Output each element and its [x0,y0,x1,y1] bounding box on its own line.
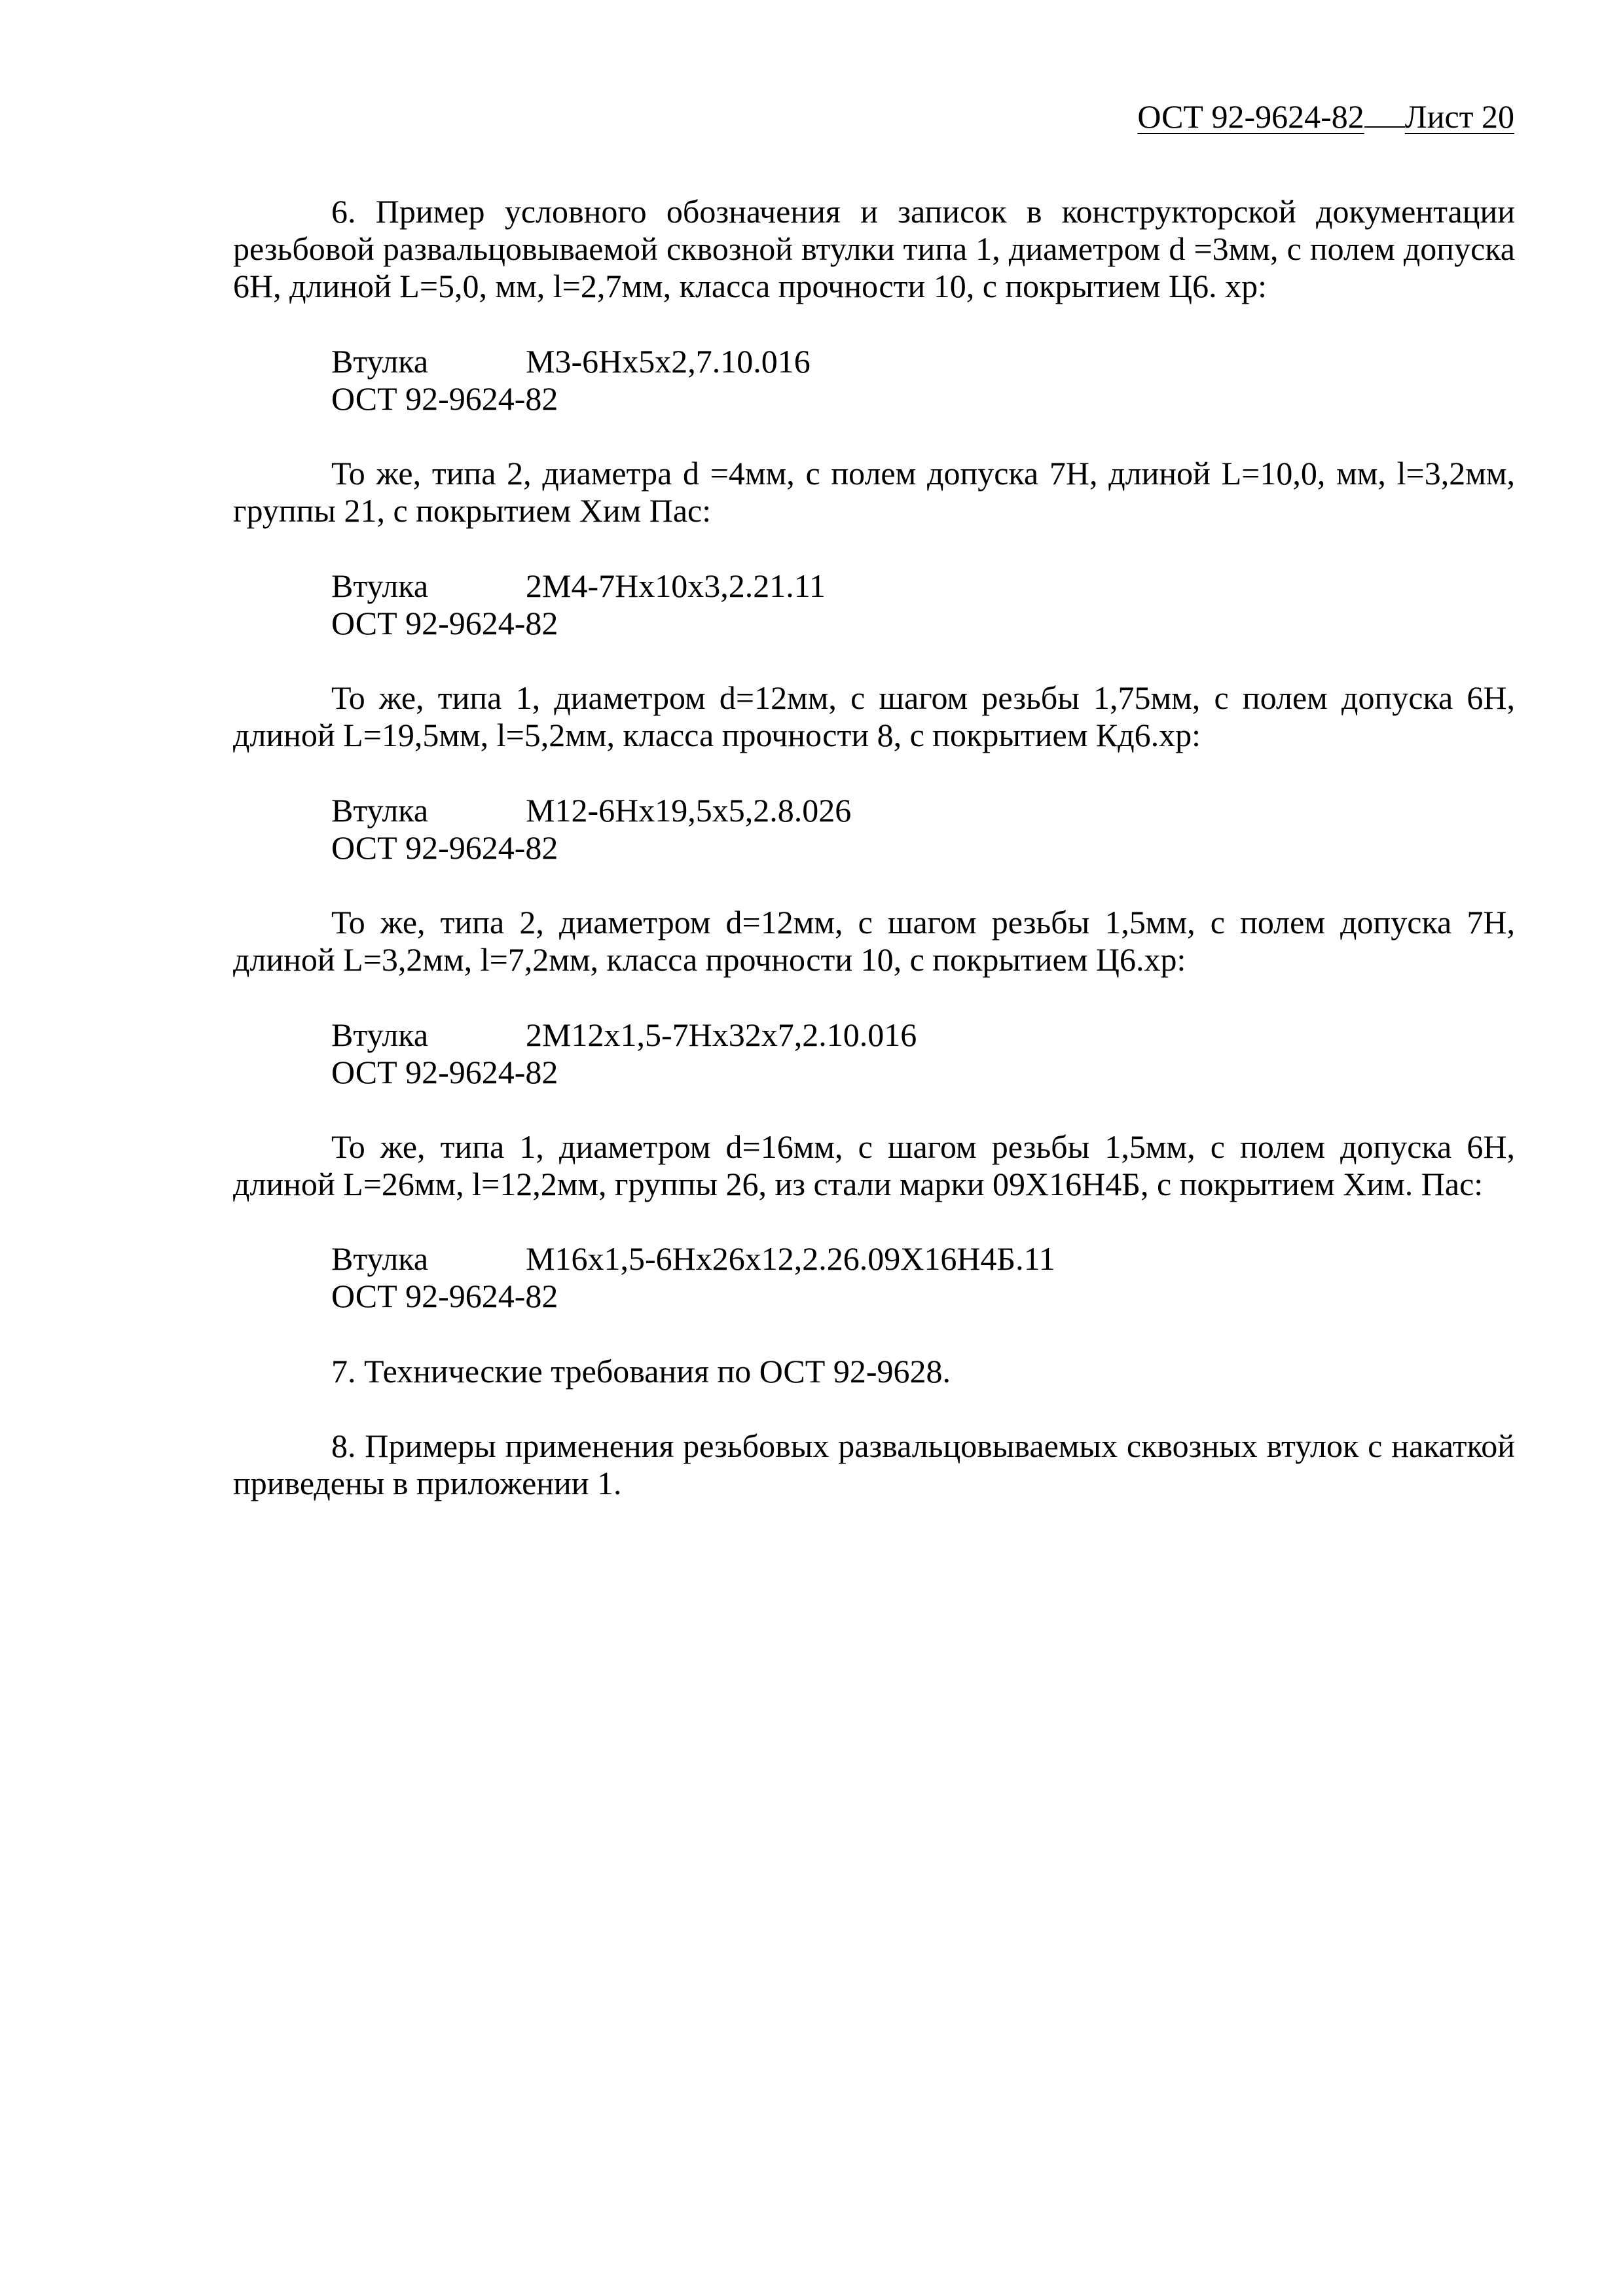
designation-label: Втулка [331,1016,429,1053]
paragraph-example-5: То же, типа 1, диаметром d=16мм, с шагом резьбы 1,5мм, с полем допуска 6Н, длиной L=26мм, l=12,2мм, группы 26, из стали марки 09Х16Н4Б, с покрытием Хим. Пас: [233,1128,1515,1202]
designation-standard: ОСТ 92-9624-82 [331,605,558,641]
designation-label: Втулка [331,1240,429,1277]
paragraph-example-3: То же, типа 1, диаметром d=12мм, с шагом резьбы 1,75мм, с полем допуска 6Н, длиной L=19,5мм, l=5,2мм, класса прочности 8, с покрытием Кд6.хр: [233,679,1515,753]
designation-code: М12-6Нх19,5х5,2.8.026 [526,792,852,829]
header-sheet-number: Лист 20 [1404,98,1514,135]
designation-standard: ОСТ 92-9624-82 [331,380,558,417]
designation-1 [331,343,1444,418]
designation-standard: ОСТ 92-9624-82 [331,1278,558,1314]
paragraph-example-2: То же, типа 2, диаметра d =4мм, с полем допуска 7Н, длиной L=10,0, мм, l=3,2мм, группы 21, с покрытием Хим Пас: [233,455,1515,529]
designation-code: 2М4-7Нх10х3,2.21.11 [526,567,826,604]
designation-4 [331,1016,1444,1091]
designation-2 [331,567,1444,642]
designation-code: М16х1,5-6Нх26х12,2.26.09Х16Н4Б.11 [526,1240,1055,1277]
designation-3 [331,792,1444,867]
paragraph-8: 8. Примеры применения резьбовых развальцовываемых сквозных втулок с накаткой приведены в приложении 1. [233,1427,1515,1501]
paragraph-6: 6. Пример условного обозначения и записок в конструкторской документации резьбовой развальцовываемой сквозной втулки типа 1, диаметром d =3мм, с полем допуска 6Н, длиной L=5,0, мм, l=2,7мм, класса прочности 10, с покрытием Ц6. хр: [233,193,1515,304]
designation-code: М3-6Нх5х2,7.10.016 [526,343,811,380]
designation-label: Втулка [331,792,429,829]
designation-code: 2М12х1,5-7Нх32х7,2.10.016 [526,1016,917,1053]
header-underline-gap [1364,126,1405,128]
designation-standard: ОСТ 92-9624-82 [331,1054,558,1090]
paragraph-example-4: То же, типа 2, диаметром d=12мм, с шагом резьбы 1,5мм, с полем допуска 7Н, длиной L=3,2мм, l=7,2мм, класса прочности 10, с покрытием Ц6.хр: [233,904,1515,978]
designation-label: Втулка [331,343,429,380]
designation-standard: ОСТ 92-9624-82 [331,829,558,866]
designation-5 [331,1240,1444,1315]
designation-label: Втулка [331,567,429,604]
page-header [1137,97,1514,136]
header-doc-number: ОСТ 92-9624-82 [1137,98,1364,135]
paragraph-7: 7. Технические требования по ОСТ 92-9628. [331,1353,951,1390]
